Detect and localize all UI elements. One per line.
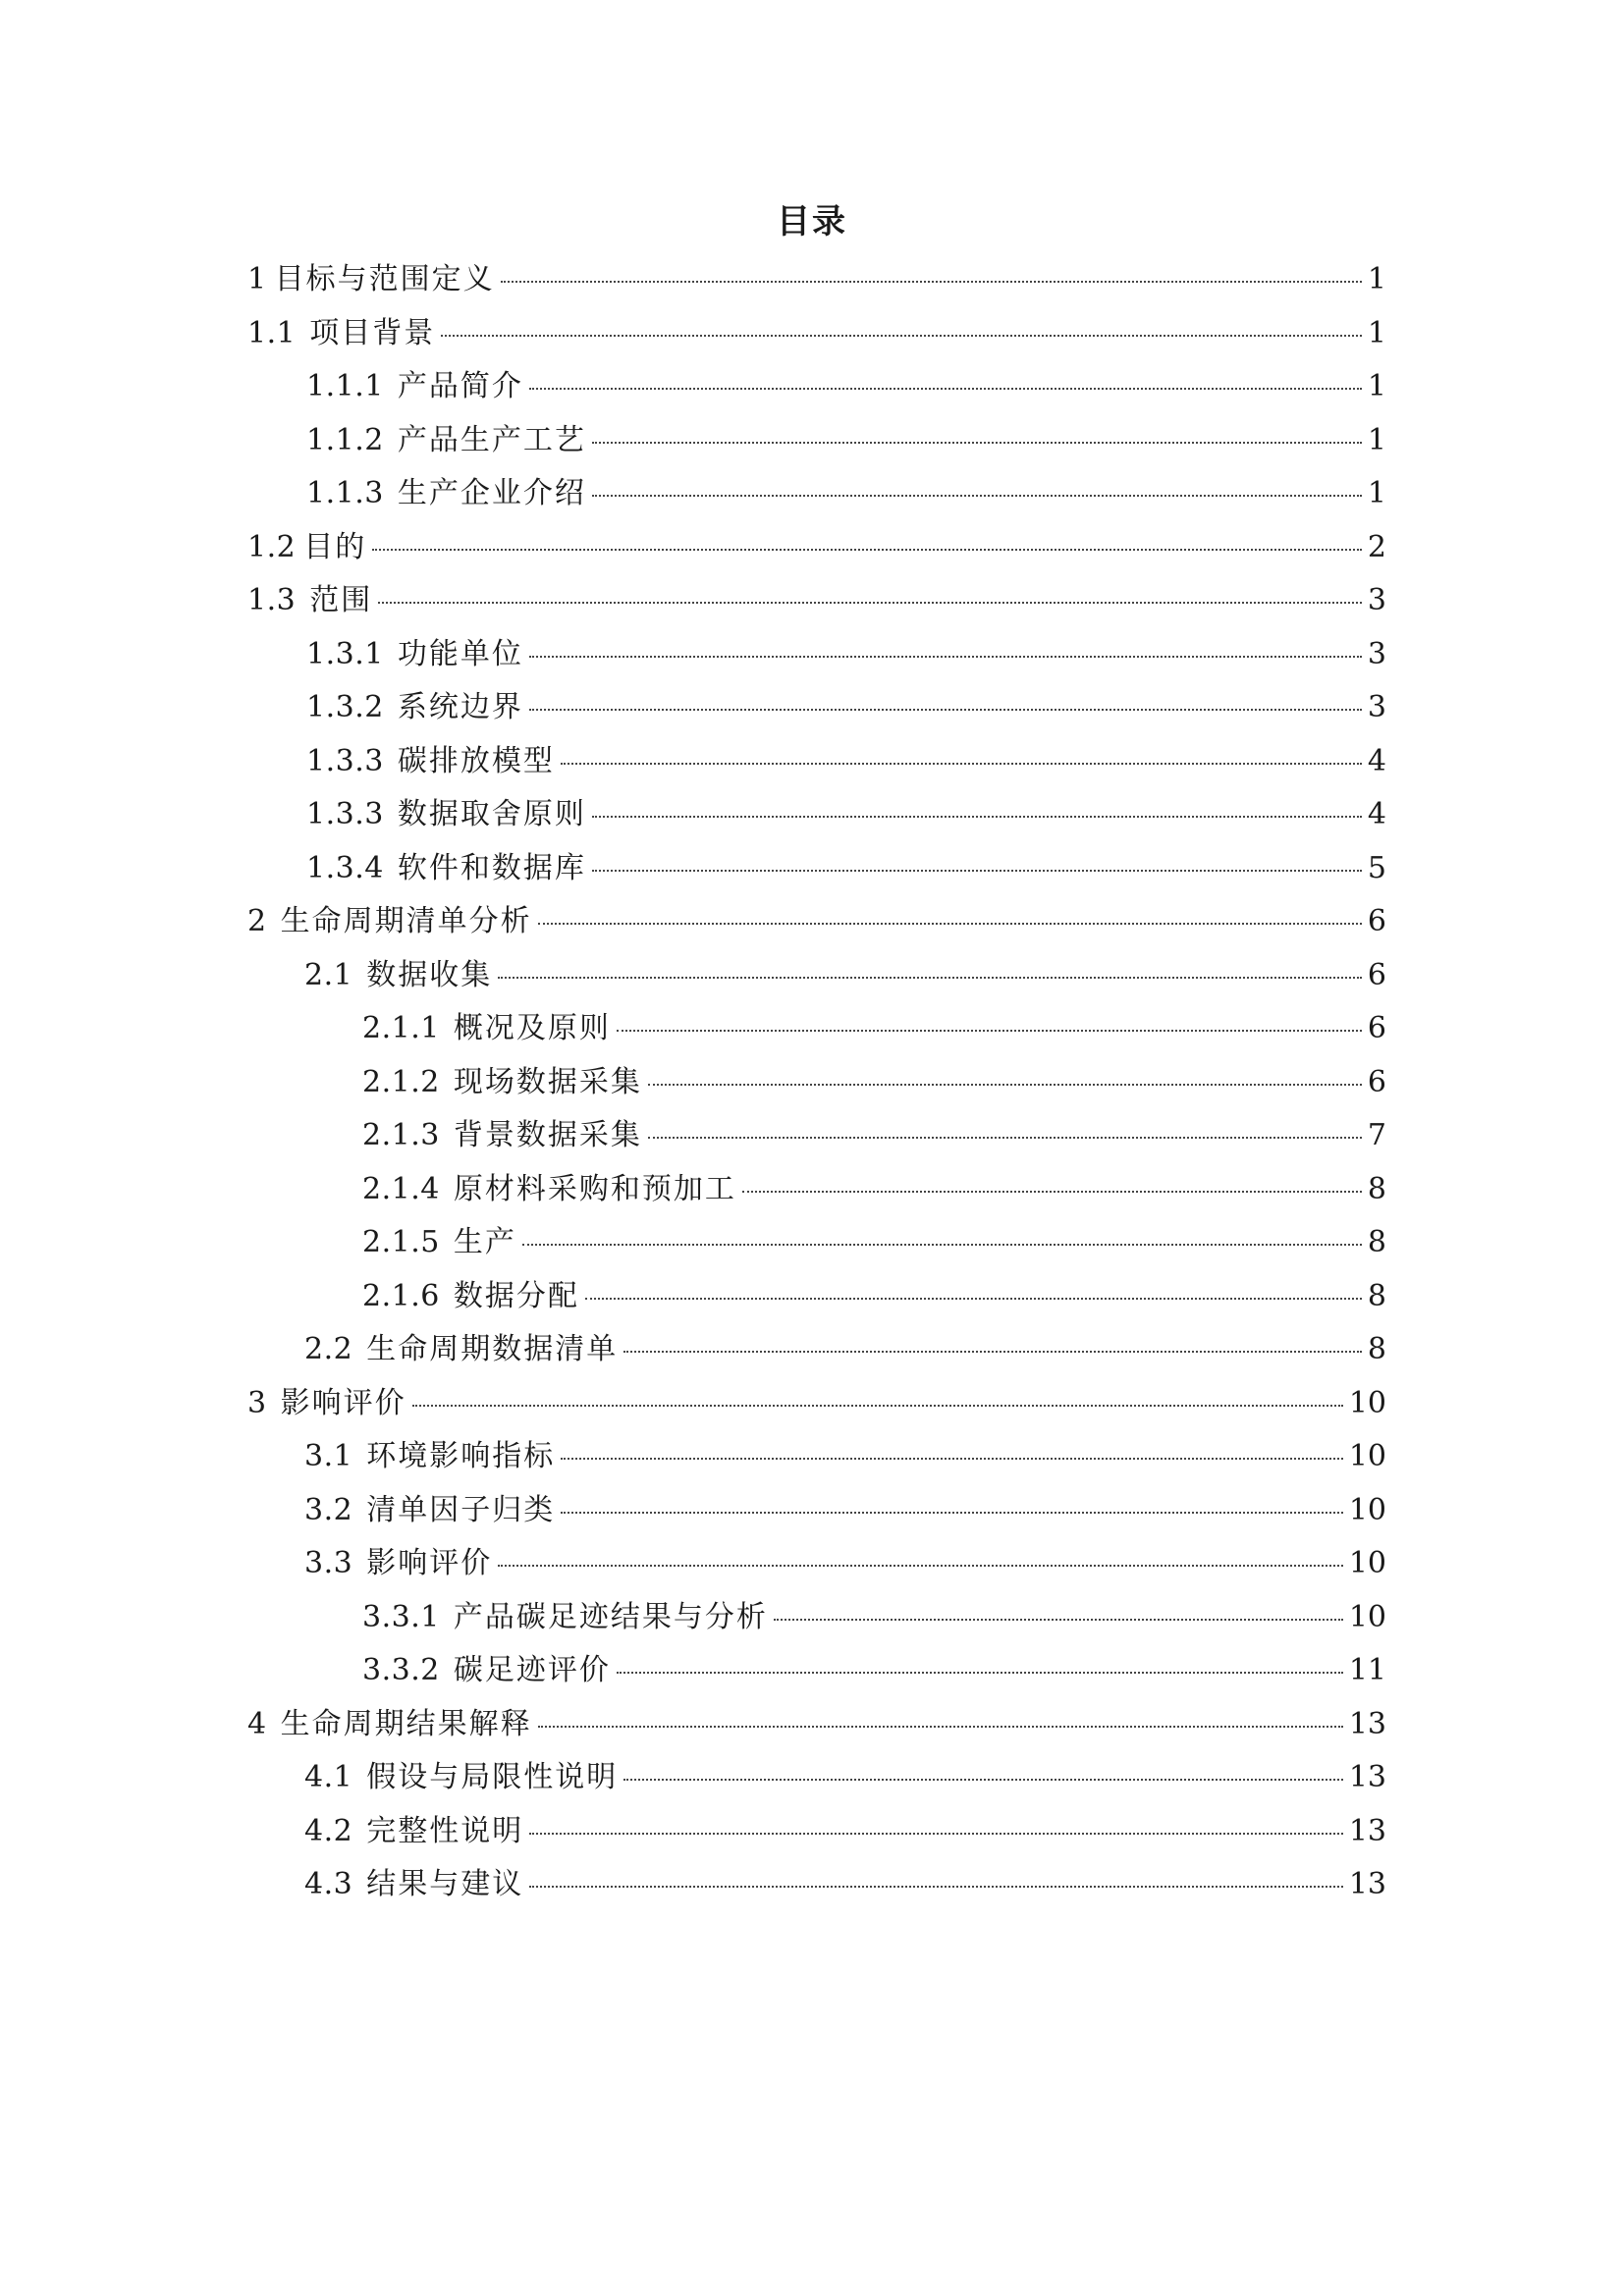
toc-entry-number: 2 bbox=[247, 904, 267, 938]
toc-entry[interactable] bbox=[247, 414, 1386, 468]
toc-entry-label: 生产 bbox=[453, 1225, 516, 1259]
toc-entry-page-number: 8 bbox=[1367, 1332, 1386, 1366]
dot-leader bbox=[522, 1244, 1362, 1246]
toc-entry-page-number: 13 bbox=[1348, 1813, 1386, 1848]
toc-entry-number: 2.1.5 bbox=[362, 1225, 440, 1259]
toc-entry-page-number: 1 bbox=[1367, 262, 1386, 296]
toc-entry-number: 3.3 bbox=[304, 1546, 353, 1580]
dot-leader bbox=[372, 549, 1362, 551]
dot-leader bbox=[529, 1833, 1343, 1835]
toc-entry-number: 1.1.1 bbox=[306, 369, 384, 403]
toc-entry-page-number: 3 bbox=[1367, 583, 1386, 617]
dot-leader bbox=[742, 1191, 1362, 1193]
dot-leader bbox=[538, 923, 1362, 925]
toc-entry-label: 功能单位 bbox=[397, 636, 523, 671]
toc-entry[interactable] bbox=[247, 1698, 1386, 1752]
toc-entry-number: 3.1 bbox=[304, 1439, 353, 1473]
toc-entry-page-number: 8 bbox=[1367, 1171, 1386, 1206]
dot-leader bbox=[585, 1298, 1362, 1300]
toc-entry[interactable] bbox=[247, 1644, 1386, 1698]
dot-leader bbox=[592, 870, 1362, 872]
toc-entry-page-number: 6 bbox=[1367, 1064, 1386, 1099]
toc-entry[interactable] bbox=[247, 788, 1386, 842]
toc-entry-number: 4 bbox=[247, 1706, 267, 1741]
dot-leader bbox=[529, 388, 1362, 390]
toc-entry[interactable] bbox=[247, 1163, 1386, 1217]
toc-entry-number: 4.2 bbox=[304, 1813, 353, 1848]
toc-entry-number: 2.1.6 bbox=[362, 1278, 440, 1313]
toc-entry-label: 假设与局限性说明 bbox=[366, 1760, 619, 1794]
toc-entry-page-number: 13 bbox=[1348, 1706, 1386, 1741]
toc-entry-label: 生命周期清单分析 bbox=[280, 904, 532, 938]
dot-leader bbox=[412, 1405, 1343, 1407]
toc-entry-number: 1.1 bbox=[247, 315, 297, 350]
dot-leader bbox=[592, 816, 1362, 818]
toc-entry-page-number: 8 bbox=[1367, 1278, 1386, 1313]
toc-entry-page-number: 13 bbox=[1348, 1760, 1386, 1794]
toc-entry[interactable] bbox=[247, 253, 1386, 307]
toc-entry-page-number: 13 bbox=[1348, 1867, 1386, 1901]
toc-entry-number: 4.3 bbox=[304, 1867, 353, 1901]
dot-leader bbox=[498, 1565, 1343, 1567]
toc-entry[interactable] bbox=[247, 307, 1386, 361]
toc-entry-number: 3 bbox=[247, 1385, 267, 1420]
dot-leader bbox=[617, 1030, 1362, 1032]
dot-leader bbox=[378, 602, 1362, 604]
toc-entry[interactable] bbox=[247, 1805, 1386, 1859]
toc-entry-label: 生命周期数据清单 bbox=[366, 1332, 619, 1366]
toc-entry-page-number: 4 bbox=[1367, 743, 1386, 778]
toc-entry[interactable] bbox=[247, 1056, 1386, 1110]
toc-entry[interactable] bbox=[247, 1109, 1386, 1163]
toc-entry-label: 目标与范围定义 bbox=[274, 262, 495, 296]
toc-entry-number: 4.1 bbox=[304, 1760, 353, 1794]
toc-entry[interactable] bbox=[247, 1377, 1386, 1431]
toc-entry-label: 数据分配 bbox=[453, 1278, 579, 1313]
toc-entry[interactable] bbox=[247, 1537, 1386, 1591]
toc-entry[interactable] bbox=[247, 1270, 1386, 1324]
toc-entry[interactable] bbox=[247, 1591, 1386, 1645]
toc-entry-label: 范围 bbox=[309, 583, 373, 617]
toc-entry-number: 3.3.1 bbox=[362, 1599, 440, 1634]
toc-entry-number: 3.2 bbox=[304, 1492, 353, 1527]
dot-leader bbox=[441, 335, 1362, 337]
dot-leader bbox=[538, 1726, 1343, 1728]
toc-entry[interactable] bbox=[247, 521, 1386, 575]
toc-entry-page-number: 6 bbox=[1367, 957, 1386, 992]
toc-entry-page-number: 10 bbox=[1348, 1546, 1386, 1580]
toc-entry-label: 碳足迹评价 bbox=[453, 1653, 611, 1687]
dot-leader bbox=[561, 1458, 1343, 1460]
toc-entry-label: 目的 bbox=[303, 529, 367, 564]
toc-entry[interactable] bbox=[247, 1216, 1386, 1270]
toc-entry-page-number: 10 bbox=[1348, 1385, 1386, 1420]
toc-entry-page-number: 8 bbox=[1367, 1225, 1386, 1259]
toc-entry-label: 软件和数据库 bbox=[397, 850, 586, 885]
toc-entry-page-number: 7 bbox=[1367, 1118, 1386, 1152]
toc-entry-label: 产品生产工艺 bbox=[397, 422, 586, 457]
toc-entry-label: 生产企业介绍 bbox=[397, 476, 586, 510]
dot-leader bbox=[529, 656, 1362, 658]
toc-entry-page-number: 2 bbox=[1367, 529, 1386, 564]
toc-entry-page-number: 1 bbox=[1367, 315, 1386, 350]
toc-entry-page-number: 6 bbox=[1367, 904, 1386, 938]
toc-entry-label: 数据取舍原则 bbox=[397, 797, 586, 831]
dot-leader bbox=[561, 1512, 1343, 1514]
toc-entry-label: 结果与建议 bbox=[366, 1867, 524, 1901]
dot-leader bbox=[648, 1137, 1362, 1139]
toc-entry-number: 1.3.4 bbox=[306, 850, 384, 885]
toc-entry-number: 1.3.3 bbox=[306, 797, 384, 831]
toc-entry[interactable] bbox=[247, 467, 1386, 521]
toc-entry-label: 产品碳足迹结果与分析 bbox=[453, 1599, 768, 1634]
toc-entry-label: 清单因子归类 bbox=[366, 1492, 556, 1527]
toc-entry[interactable] bbox=[247, 842, 1386, 896]
toc-entry-number: 2.1.1 bbox=[362, 1011, 440, 1045]
toc-entry[interactable] bbox=[247, 681, 1386, 735]
toc-entry-page-number: 10 bbox=[1348, 1439, 1386, 1473]
dot-leader bbox=[529, 709, 1362, 711]
toc-entry-page-number: 1 bbox=[1367, 369, 1386, 403]
toc-entry-page-number: 1 bbox=[1367, 422, 1386, 457]
toc-entry-label: 原材料采购和预加工 bbox=[453, 1171, 736, 1206]
dot-leader bbox=[592, 442, 1362, 444]
toc-entry-number: 2.1.2 bbox=[362, 1064, 440, 1099]
toc-entry-label: 完整性说明 bbox=[366, 1813, 524, 1848]
toc-entry-label: 现场数据采集 bbox=[453, 1064, 642, 1099]
toc-entry-page-number: 10 bbox=[1348, 1599, 1386, 1634]
toc-entry-number: 2.2 bbox=[304, 1332, 353, 1366]
toc-entry-number: 1.2 bbox=[247, 529, 297, 564]
toc-entry-number: 2.1.4 bbox=[362, 1171, 440, 1206]
toc-entry-label: 数据收集 bbox=[366, 957, 493, 992]
toc-entry-label: 生命周期结果解释 bbox=[280, 1706, 532, 1741]
toc-entry-number: 2.1.3 bbox=[362, 1118, 440, 1152]
toc-entry-number: 3.3.2 bbox=[362, 1653, 440, 1687]
toc-entry[interactable] bbox=[247, 1484, 1386, 1538]
toc-entry-label: 背景数据采集 bbox=[453, 1118, 642, 1152]
toc-entry-page-number: 6 bbox=[1367, 1011, 1386, 1045]
toc-entry[interactable] bbox=[247, 628, 1386, 682]
toc-entry[interactable] bbox=[247, 1430, 1386, 1484]
toc-entry-number: 1.1.3 bbox=[306, 476, 384, 510]
dot-leader bbox=[774, 1619, 1343, 1621]
toc-entry[interactable] bbox=[247, 1323, 1386, 1377]
toc-entry[interactable] bbox=[247, 895, 1386, 949]
dot-leader bbox=[648, 1084, 1362, 1086]
toc-entry-number: 1 bbox=[247, 262, 267, 296]
toc-entry-label: 产品简介 bbox=[397, 369, 523, 403]
toc-entry[interactable] bbox=[247, 735, 1386, 789]
toc-entry-number: 1.3.3 bbox=[306, 743, 384, 778]
toc-entry-page-number: 1 bbox=[1367, 476, 1386, 510]
toc-entry-label: 碳排放模型 bbox=[397, 743, 555, 778]
toc-entry-number: 1.1.2 bbox=[306, 422, 384, 457]
toc-entry[interactable] bbox=[247, 574, 1386, 628]
toc-entry-label: 项目背景 bbox=[309, 315, 436, 350]
toc-entry-number: 1.3.1 bbox=[306, 636, 384, 671]
dot-leader bbox=[623, 1779, 1343, 1781]
dot-leader bbox=[623, 1351, 1362, 1353]
toc-entry-label: 影响评价 bbox=[366, 1546, 493, 1580]
toc-entry-number: 1.3.2 bbox=[306, 690, 384, 724]
toc-entry[interactable] bbox=[247, 360, 1386, 414]
dot-leader bbox=[617, 1672, 1343, 1674]
dot-leader bbox=[561, 763, 1362, 765]
table-of-contents bbox=[247, 253, 1386, 1912]
toc-entry-label: 环境影响指标 bbox=[366, 1439, 556, 1473]
toc-entry-page-number: 3 bbox=[1367, 636, 1386, 671]
toc-entry[interactable] bbox=[247, 949, 1386, 1003]
dot-leader bbox=[498, 977, 1362, 979]
dot-leader bbox=[501, 281, 1362, 283]
toc-entry[interactable] bbox=[247, 1858, 1386, 1912]
dot-leader bbox=[529, 1886, 1343, 1888]
toc-entry-page-number: 5 bbox=[1367, 850, 1386, 885]
toc-entry[interactable] bbox=[247, 1751, 1386, 1805]
toc-entry-page-number: 11 bbox=[1348, 1653, 1386, 1687]
toc-entry-number: 2.1 bbox=[304, 957, 353, 992]
toc-entry-label: 影响评价 bbox=[280, 1385, 406, 1420]
toc-entry-page-number: 3 bbox=[1367, 690, 1386, 724]
toc-entry-page-number: 10 bbox=[1348, 1492, 1386, 1527]
toc-title: 目录 bbox=[777, 202, 847, 241]
toc-entry-number: 1.3 bbox=[247, 583, 297, 617]
toc-entry-label: 概况及原则 bbox=[453, 1011, 611, 1045]
toc-entry-label: 系统边界 bbox=[397, 690, 523, 724]
toc-entry-page-number: 4 bbox=[1367, 797, 1386, 831]
dot-leader bbox=[592, 495, 1362, 497]
toc-entry[interactable] bbox=[247, 1002, 1386, 1056]
